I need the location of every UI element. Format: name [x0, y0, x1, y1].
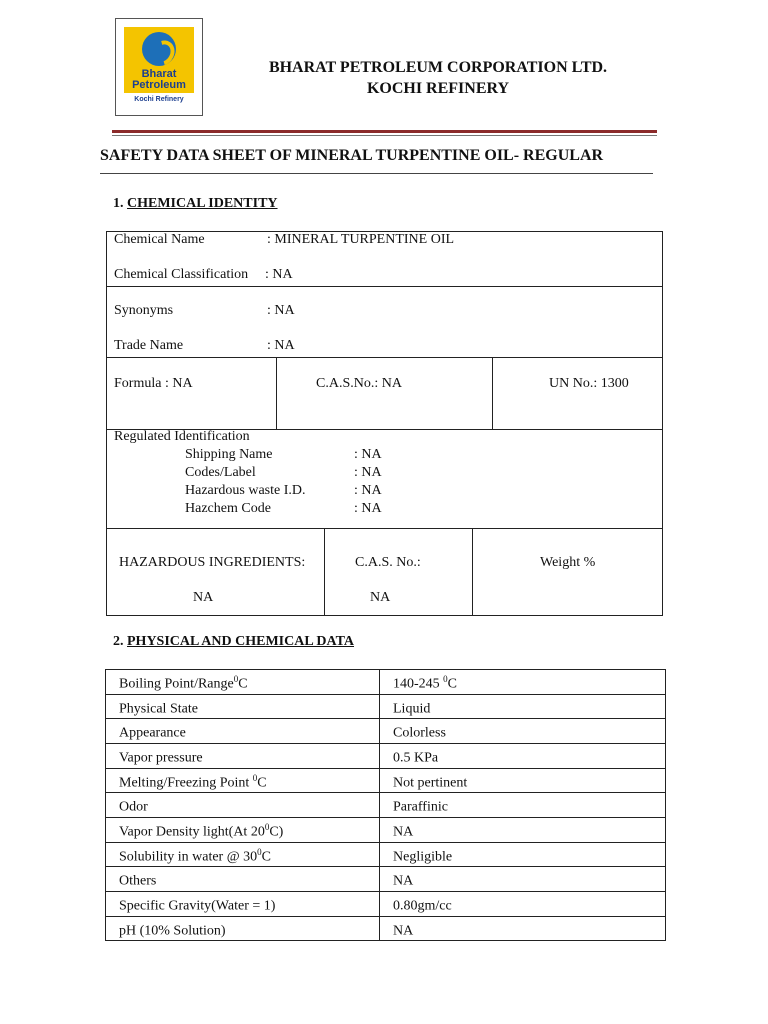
- hazardous-ingredients-header: HAZARDOUS INGREDIENTS:: [119, 555, 306, 570]
- row-divider: [106, 528, 663, 529]
- logo-circle-icon: [142, 32, 176, 66]
- property-label: Specific Gravity(Water = 1): [106, 891, 380, 916]
- table-row: [106, 891, 666, 916]
- ingredients-cas-header: C.A.S. No.:: [355, 555, 421, 570]
- trade-name-label: Trade Name: [114, 338, 184, 353]
- refinery-name: KOCHI REFINERY: [366, 80, 510, 97]
- regulated-identification-label: Regulated Identification: [114, 429, 250, 444]
- section2-heading: [113, 634, 354, 650]
- row-divider: [106, 286, 663, 287]
- row-divider: [106, 357, 663, 358]
- property-value: Not pertinent: [380, 768, 666, 793]
- ingredients-cas-value: NA: [370, 590, 391, 605]
- table-row: [106, 719, 666, 744]
- synonyms-label: Synonyms: [114, 303, 174, 318]
- property-value: NA: [380, 867, 666, 892]
- header-divider-thin: [112, 135, 657, 136]
- table-row: [106, 817, 666, 842]
- hazchem-code-value: : NA: [354, 501, 382, 516]
- table-row: [106, 694, 666, 719]
- property-label: Solubility in water @ $30^0C$: [106, 842, 380, 867]
- property-value: Colorless: [380, 719, 666, 744]
- document-title: SAFETY DATA SHEET OF MINERAL TURPENTINE OIL- REGULAR: [100, 147, 604, 164]
- ingredients-weight-header: Weight %: [540, 555, 596, 570]
- property-value: Paraffinic: [380, 793, 666, 818]
- section1-title: CHEMICAL IDENTITY: [127, 196, 278, 211]
- un-number: UN No.: 1300: [549, 376, 629, 391]
- logo-band: Kochi Refinery: [124, 93, 194, 107]
- col-divider: [324, 528, 325, 616]
- logo-text-line1: Bharat: [141, 68, 177, 80]
- property-label: pH (10% Solution): [106, 916, 380, 941]
- hazardous-waste-value: : NA: [354, 483, 382, 498]
- property-value: Liquid: [380, 694, 666, 719]
- classification-value: : NA: [265, 267, 293, 282]
- property-value: 0.80gm/cc: [380, 891, 666, 916]
- ingredients-value: NA: [193, 590, 214, 605]
- property-value: 140-245 $^0$C: [380, 670, 666, 695]
- logo-text-line2: Petroleum: [132, 79, 186, 91]
- col-divider: [276, 357, 277, 429]
- section1-number: 1.: [113, 196, 124, 211]
- company-logo: [115, 18, 203, 116]
- hazchem-code-label: Hazchem Code: [185, 501, 271, 516]
- section2-number: 2.: [113, 634, 124, 649]
- classification-label: Chemical Classification: [114, 267, 249, 282]
- property-value: NA: [380, 817, 666, 842]
- property-label: Melting/Freezing Point $^0$C: [106, 768, 380, 793]
- logo-emblem: [124, 27, 194, 107]
- property-label: Appearance: [106, 719, 380, 744]
- col-divider: [472, 528, 473, 616]
- cas-number: C.A.S.No.: NA: [316, 376, 402, 391]
- property-label: Vapor Density light(At $20^0C$): [106, 817, 380, 842]
- title-underline: [100, 173, 653, 174]
- table-row: [106, 670, 666, 695]
- col-divider: [492, 357, 493, 429]
- table-row: [106, 842, 666, 867]
- table-row: [106, 867, 666, 892]
- physical-chemical-table: [105, 669, 666, 941]
- table-row: [106, 916, 666, 941]
- property-value: NA: [380, 916, 666, 941]
- chemical-name-value: : MINERAL TURPENTINE OIL: [267, 232, 455, 247]
- section1-heading: [113, 196, 278, 212]
- table-row: [106, 768, 666, 793]
- shipping-name-value: : NA: [354, 447, 382, 462]
- chemical-name-label: Chemical Name: [114, 232, 205, 247]
- table-row: [106, 793, 666, 818]
- company-name: BHARAT PETROLEUM CORPORATION LTD.: [268, 59, 608, 76]
- property-label: Vapor pressure: [106, 743, 380, 768]
- trade-name-value: : NA: [267, 338, 295, 353]
- formula: Formula : NA: [114, 376, 193, 391]
- hazardous-waste-label: Hazardous waste I.D.: [185, 483, 306, 498]
- shipping-name-label: Shipping Name: [185, 447, 273, 462]
- codes-label: Codes/Label: [185, 465, 256, 480]
- property-label: Boiling Point/Range$^0$C: [106, 670, 380, 695]
- section2-title: PHYSICAL AND CHEMICAL DATA: [127, 634, 355, 649]
- table-row: [106, 743, 666, 768]
- property-value: 0.5 KPa: [380, 743, 666, 768]
- property-label: Odor: [106, 793, 380, 818]
- property-label: Physical State: [106, 694, 380, 719]
- codes-value: : NA: [354, 465, 382, 480]
- property-value: Negligible: [380, 842, 666, 867]
- property-label: Others: [106, 867, 380, 892]
- header-divider: [112, 130, 657, 133]
- synonyms-value: : NA: [267, 303, 295, 318]
